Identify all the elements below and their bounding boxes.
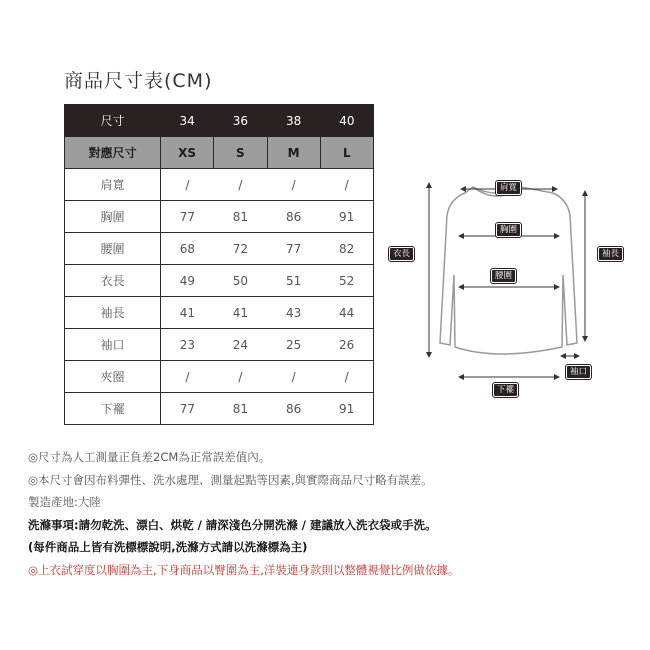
table-row <box>65 297 374 329</box>
table-cell: 26 <box>320 329 373 361</box>
table-cell: 44 <box>320 297 373 329</box>
table-cell: 24 <box>214 329 267 361</box>
table-cell: 23 <box>161 329 214 361</box>
table-cell: / <box>267 169 320 201</box>
note-origin: 製造產地:大陸 <box>28 495 101 509</box>
table-cell: 77 <box>267 233 320 265</box>
row-label: 夾圈 <box>65 361 161 393</box>
table-cell: 43 <box>267 297 320 329</box>
table-cell: 68 <box>161 233 214 265</box>
table-cell: 77 <box>161 201 214 233</box>
table-cell: 49 <box>161 265 214 297</box>
hem-tag: 下襬 <box>493 383 518 397</box>
header-cell: 38 <box>267 105 320 137</box>
table-row <box>65 233 374 265</box>
size-table-subheader-row <box>65 137 374 169</box>
table-cell: / <box>214 169 267 201</box>
note-fit-guide: ◎上衣試穿度以胸圍為主,下身商品以臀圍為主,洋裝連身款則以整體視覺比例做依據。 <box>28 562 460 577</box>
table-cell: 77 <box>161 393 214 425</box>
table-cell: 86 <box>267 201 320 233</box>
table-cell: 91 <box>320 393 373 425</box>
note-washing: 洗滌事項:請勿乾洗、漂白、烘乾 / 請深淺色分開洗滌 / 建議放入洗衣袋或手洗。 <box>28 517 437 532</box>
subheader-cell: M <box>267 137 320 169</box>
note-wash-label: (每件商品上皆有洗標標說明,洗滌方式請以洗滌標為主) <box>28 540 308 554</box>
table-cell: 51 <box>267 265 320 297</box>
subheader-cell: 對應尺寸 <box>65 137 161 169</box>
table-row <box>65 361 374 393</box>
sleeve-tag: 袖長 <box>598 247 623 261</box>
row-label: 腰圍 <box>65 233 161 265</box>
subheader-cell: L <box>320 137 373 169</box>
size-table <box>64 104 374 425</box>
header-cell: 40 <box>320 105 373 137</box>
table-cell: 91 <box>320 201 373 233</box>
table-cell: / <box>161 169 214 201</box>
chest-tag: 胸圍 <box>496 223 521 237</box>
page-title: 商品尺寸表(CM) <box>64 70 213 92</box>
table-row <box>65 169 374 201</box>
size-table-header-row <box>65 105 374 137</box>
table-cell: / <box>320 169 373 201</box>
table-cell: / <box>161 361 214 393</box>
table-cell: 81 <box>214 201 267 233</box>
garment-diagram <box>385 175 635 405</box>
note-measurement-tolerance: ◎尺寸為人工測量正負差2CM為正常誤差值內。 <box>28 450 271 464</box>
cuff-tag: 袖口 <box>566 365 591 379</box>
shirt-outline-icon <box>385 175 635 405</box>
table-row <box>65 201 374 233</box>
table-cell: 41 <box>214 297 267 329</box>
row-label: 胸圍 <box>65 201 161 233</box>
table-cell: 52 <box>320 265 373 297</box>
header-cell: 34 <box>161 105 214 137</box>
header-cell: 尺寸 <box>65 105 161 137</box>
table-cell: 86 <box>267 393 320 425</box>
row-label: 肩寬 <box>65 169 161 201</box>
waist-tag: 腰圍 <box>491 269 516 283</box>
table-cell: / <box>214 361 267 393</box>
table-cell: 41 <box>161 297 214 329</box>
table-cell: / <box>267 361 320 393</box>
row-label: 衣長 <box>65 265 161 297</box>
table-cell: 72 <box>214 233 267 265</box>
shoulder-tag: 肩寬 <box>496 181 521 195</box>
table-cell: 25 <box>267 329 320 361</box>
header-cell: 36 <box>214 105 267 137</box>
table-cell: 82 <box>320 233 373 265</box>
row-label: 袖口 <box>65 329 161 361</box>
table-row <box>65 393 374 425</box>
notes-section <box>28 446 459 581</box>
length-tag: 衣長 <box>389 247 414 261</box>
table-cell: / <box>320 361 373 393</box>
row-label: 下襬 <box>65 393 161 425</box>
subheader-cell: S <box>214 137 267 169</box>
note-fabric-variance: ◎本尺寸會因布料彈性、洗水處理、測量起點等因素,與實際商品尺寸略有誤差。 <box>28 472 433 487</box>
table-row <box>65 265 374 297</box>
table-row <box>65 329 374 361</box>
subheader-cell: XS <box>161 137 214 169</box>
row-label: 袖長 <box>65 297 161 329</box>
table-cell: 81 <box>214 393 267 425</box>
table-cell: 50 <box>214 265 267 297</box>
